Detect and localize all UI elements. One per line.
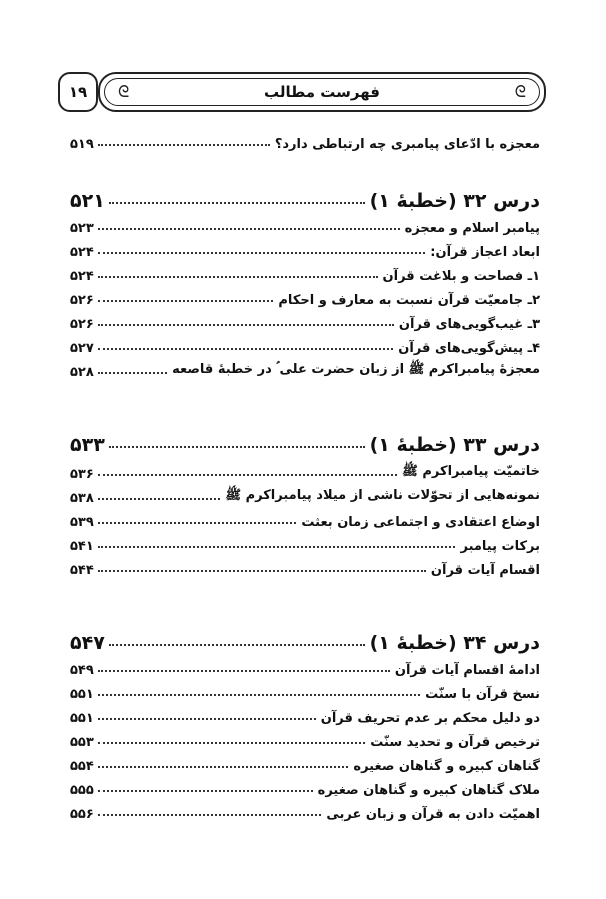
toc-entry-page: ۵۴۷ <box>70 632 105 654</box>
toc-entry-title: دو دلیل محکم بر عدم تحریف قرآن <box>320 711 540 726</box>
dot-leader <box>98 742 365 744</box>
dot-leader <box>109 446 365 448</box>
toc-lesson-heading <box>70 624 540 654</box>
toc-entry <box>70 680 540 702</box>
page-number-box <box>58 72 98 112</box>
dot-leader <box>98 324 394 326</box>
toc-entry <box>70 800 540 822</box>
toc-entry-title: ۴ـ پیش‌گویی‌های قرآن <box>398 341 540 356</box>
toc-entry <box>70 358 540 380</box>
toc-entry <box>70 214 540 236</box>
toc-entry-title: ادامهٔ اقسام آیات قرآن <box>394 663 540 678</box>
toc-entry-page: ۵۵۳ <box>70 735 94 750</box>
toc-entry <box>70 286 540 308</box>
dot-leader <box>98 766 349 768</box>
toc-entry <box>70 508 540 530</box>
toc-entry-page: ۵۲۷ <box>70 341 94 356</box>
toc-entry-page: ۵۴۹ <box>70 663 94 678</box>
page-number: ۱۹ <box>68 83 88 101</box>
dot-leader <box>98 228 400 230</box>
page-header <box>98 72 546 112</box>
dot-leader <box>98 348 393 350</box>
toc-entry-page: ۵۵۱ <box>70 687 94 702</box>
toc-entry <box>70 532 540 554</box>
toc-entry-page: ۵۲۶ <box>70 317 94 332</box>
toc-entry-page: ۵۲۴ <box>70 269 94 284</box>
toc-entry-title: ۳ـ غیب‌گویی‌های قرآن <box>398 317 540 332</box>
page-title: فهرست مطالب <box>264 83 380 101</box>
toc-entry-page: ۵۲۳ <box>70 221 94 236</box>
toc-entry <box>70 130 540 152</box>
toc-entry-page: ۵۲۶ <box>70 293 94 308</box>
dot-leader <box>98 144 270 146</box>
toc-entry <box>70 728 540 750</box>
toc-entry <box>70 310 540 332</box>
toc-entry-title: پیامبر اسلام و معجزه <box>404 221 540 236</box>
toc-entry-title: معجزه با ادّعای پیامبری چه ارتباطی دارد؟ <box>274 137 540 152</box>
dot-leader <box>98 276 378 278</box>
toc-entry-page: ۵۵۶ <box>70 807 94 822</box>
toc-entry <box>70 704 540 726</box>
dot-leader <box>98 546 456 548</box>
toc-entry <box>70 752 540 774</box>
toc-entry-page: ۵۳۳ <box>70 434 105 456</box>
toc-lesson-heading <box>70 182 540 212</box>
toc-entry-title: اوضاع اعتقادی و اجتماعی زمان بعثت <box>301 515 540 530</box>
toc-entry <box>70 776 540 798</box>
toc-entry-title: اقسام آیات قرآن <box>430 563 540 578</box>
toc-entry-page: ۵۲۸ <box>70 365 94 380</box>
toc-lesson-heading <box>70 426 540 456</box>
toc-entry-page: ۵۵۴ <box>70 759 94 774</box>
toc-entry-title: نمونه‌هایی از تحوّلات ناشی از میلاد پیامبراکرم ﷺ <box>225 488 540 503</box>
toc-entry-page: ۵۴۴ <box>70 563 94 578</box>
toc-entry-page: ۵۳۸ <box>70 491 94 506</box>
dot-leader <box>98 252 425 254</box>
toc-entry-page: ۵۵۵ <box>70 783 94 798</box>
toc-entry <box>70 556 540 578</box>
toc-entry-title: درس ۳۳ (خطبهٔ ۱) <box>369 434 540 456</box>
toc-entry-title: معجزهٔ پیامبراکرم ﷺ از زبان حضرت علی ؑ در خطبهٔ قاصعه <box>172 362 540 377</box>
dot-leader <box>98 570 426 572</box>
toc-entry-title: ۱ـ فصاحت و بلاغت قرآن <box>382 269 540 284</box>
toc-entry-page: ۵۲۱ <box>70 190 105 212</box>
toc-entry-title: برکات پیامبر <box>460 539 540 554</box>
dot-leader <box>98 474 397 476</box>
dot-leader <box>109 644 365 646</box>
toc-entry-title: ملاک گناهان کبیره و گناهان صغیره <box>317 783 540 798</box>
toc-entry-title: ابعاد اعجاز قرآن: <box>430 245 540 260</box>
dot-leader <box>98 814 322 816</box>
dot-leader <box>98 790 313 792</box>
toc-entry-page: ۵۱۹ <box>70 137 94 152</box>
toc-entry <box>70 262 540 284</box>
right-ornament-icon: ᘓ <box>514 82 526 101</box>
dot-leader <box>98 694 420 696</box>
toc-entry-page: ۵۵۱ <box>70 711 94 726</box>
toc-entry-title: خاتمیّت پیامبراکرم ﷺ <box>402 464 540 479</box>
toc-entry-title: ۲ـ جامعیّت قرآن نسبت به معارف و احکام <box>278 293 540 308</box>
toc-entry <box>70 334 540 356</box>
dot-leader <box>98 372 167 374</box>
dot-leader <box>98 522 297 524</box>
toc-entry <box>70 460 540 482</box>
toc-entry-title: درس ۳۴ (خطبهٔ ۱) <box>369 632 540 654</box>
dot-leader <box>98 498 221 500</box>
toc-entry <box>70 656 540 678</box>
toc-entry <box>70 238 540 260</box>
toc-entry-title: نسخ قرآن با سنّت <box>425 687 540 702</box>
left-ornament-icon: ᘓ <box>118 82 130 101</box>
toc-entry-title: اهمیّت دادن به قرآن و زبان عربی <box>326 807 540 822</box>
toc-entry-page: ۵۴۱ <box>70 539 94 554</box>
dot-leader <box>98 300 274 302</box>
toc-entry-title: ترخیص قرآن و تحدید سنّت <box>370 735 540 750</box>
toc-entry <box>70 484 540 506</box>
toc-entry-title: گناهان کبیره و گناهان صغیره <box>353 759 540 774</box>
dot-leader <box>98 670 390 672</box>
toc-entry-page: ۵۳۹ <box>70 515 94 530</box>
dot-leader <box>98 718 316 720</box>
toc-entry-page: ۵۲۴ <box>70 245 94 260</box>
toc-entry-title: درس ۳۲ (خطبهٔ ۱) <box>369 190 540 212</box>
toc-entry-page: ۵۳۶ <box>70 467 94 482</box>
dot-leader <box>109 202 365 204</box>
